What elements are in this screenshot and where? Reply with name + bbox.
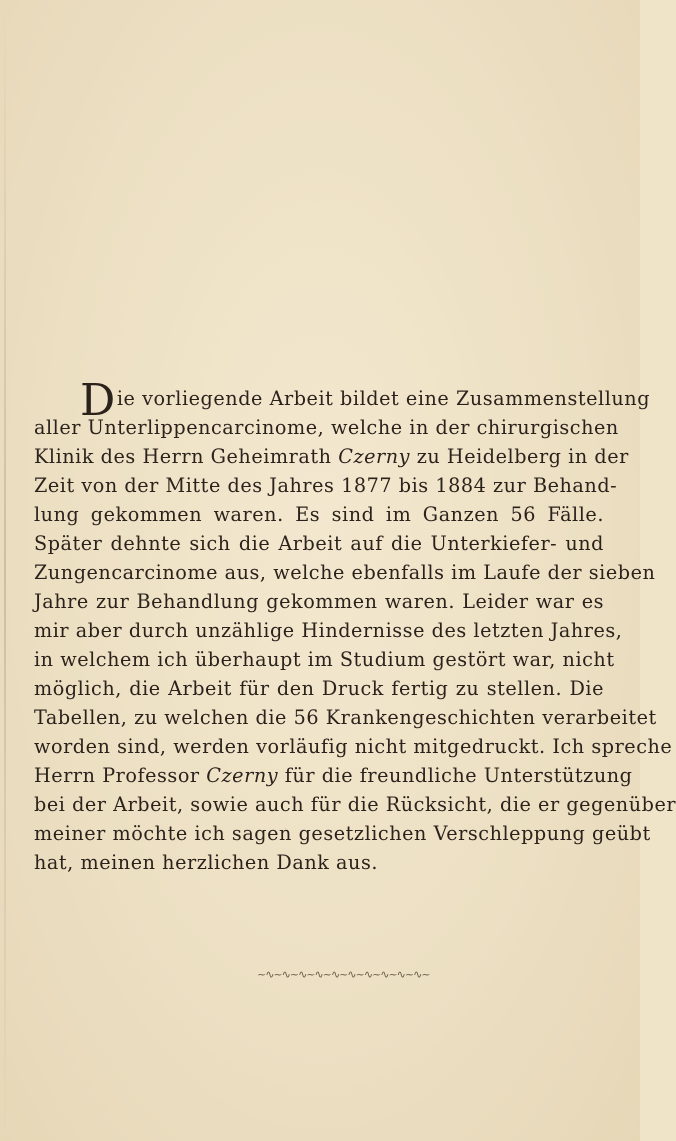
- paragraph-line: Zungencarcinome aus, welche ebenfalls im Laufe der sieben: [34, 561, 656, 584]
- paragraph-line: Zeit von der Mitte des Jahres 1877 bis 1884 zur Behand-: [34, 474, 618, 497]
- italic-name: Czerny: [338, 445, 411, 468]
- paragraph-line: worden sind, werden vorläufig nicht mitgedruckt. Ich spreche: [34, 735, 673, 758]
- paragraph-line: Tabellen, zu welchen die 56 Krankengeschichten verarbeitet: [34, 706, 657, 729]
- paragraph-line: Klinik des Herrn Geheimrath Czerny zu Heidelberg in der: [34, 445, 629, 468]
- paragraph-line: Später dehnte sich die Arbeit auf die Unterkiefer- und: [34, 532, 604, 555]
- paragraph-line: meiner möchte ich sagen gesetzlichen Verschleppung geübt: [34, 822, 651, 845]
- paragraph-line: hat, meinen herzlichen Dank aus.: [34, 851, 378, 874]
- italic-name: Czerny: [206, 764, 279, 787]
- paragraph: [34, 375, 676, 877]
- paragraph-line: in welchem ich überhaupt im Studium gestört war, nicht: [34, 648, 615, 671]
- paragraph-line-1: [34, 375, 651, 426]
- drop-cap: D: [80, 375, 116, 426]
- paragraph-line: Herrn Professor Czerny für die freundliche Unterstützung: [34, 764, 633, 787]
- paragraph-line: möglich, die Arbeit für den Druck fertig zu stellen. Die: [34, 677, 604, 700]
- ornamental-divider: ~∿~∿~∿~∿~∿~∿~∿~∿~∿~∿~: [257, 968, 430, 981]
- paragraph-line: mir aber durch unzählige Hindernisse des letzten Jahres,: [34, 619, 623, 642]
- paragraph-line: Jahre zur Behandlung gekommen waren. Leider war es: [34, 590, 604, 613]
- paragraph-line: bei der Arbeit, sowie auch für die Rücksicht, die er gegenüber: [34, 793, 676, 816]
- paragraph-line: lung gekommen waren. Es sind im Ganzen 56 Fälle.: [34, 503, 604, 526]
- paragraph-line: aller Unterlippencarcinome, welche in der chirurgischen: [34, 416, 619, 439]
- page-edge-shadow: [4, 0, 6, 1141]
- line-text: ie vorliegende Arbeit bildet eine Zusammenstellung: [116, 387, 651, 410]
